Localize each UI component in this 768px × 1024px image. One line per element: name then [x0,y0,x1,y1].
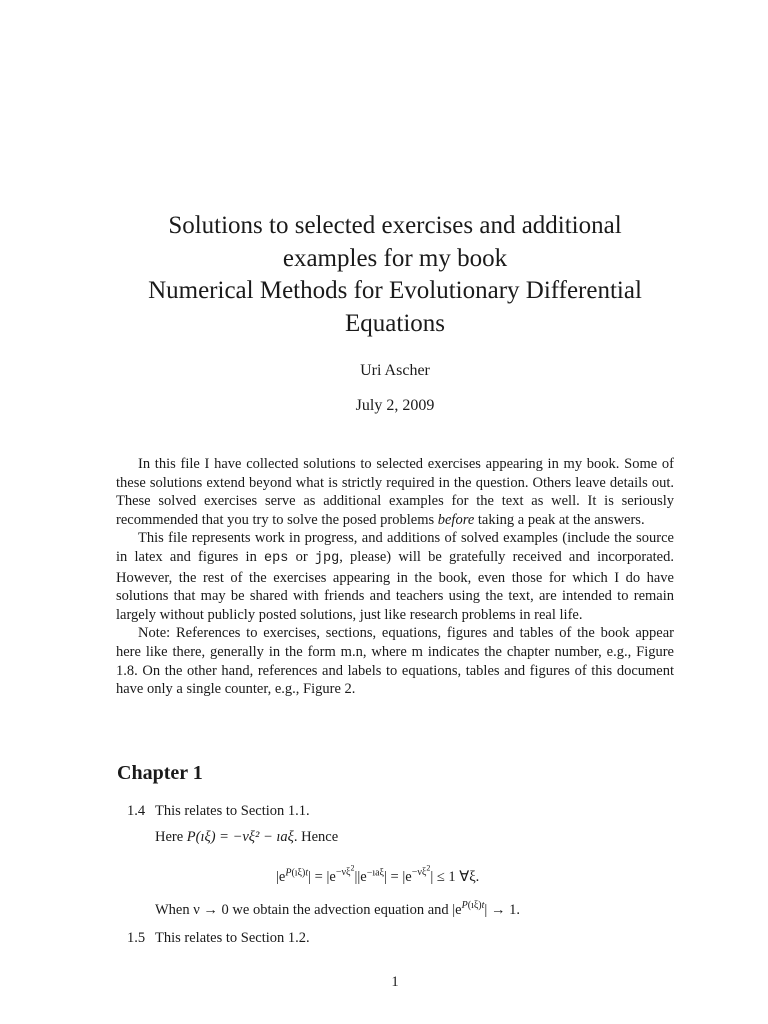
abstract-paragraph: Note: References to exercises, sections, equations, figures and tables of the book appear here like there, generally in the form m.n, where m indicates the chapter number, e.g., Figure 1.8. On the other hand, references and labels to equations, tables and figures of this document have only a single counter, e.g., Figure 2. [116,625,674,698]
author: Uri Ascher [360,362,430,379]
title-line: Numerical Methods for Evolutionary Differential [148,277,642,304]
exercise-item [127,929,310,947]
page-number: 1 [391,974,399,990]
math-expression: P(ıξ) = −νξ² − ıaξ [186,829,294,845]
abstract-paragraph [116,455,674,529]
title-line: Equations [345,309,445,337]
text-run: | → 1. [484,901,520,918]
text-line: When ν → 0 we obtain the advection equation and $|e^{P(ı\xi)t}| \to 1$. [155,900,520,918]
text-run: , please) will be gratefully received and incorporated. However, the rest of the exercises appearing in the book, even those for which I do have solutions that may be shared with friends and teachers using the text, are intended to remain largely without publicly posted solutions, just like research problems in real life. [116,548,674,623]
text-run: taking a peak at the answers. [474,511,645,528]
text-run: . Hence [293,829,339,845]
exercise-number: 1.4 [127,803,146,819]
date: July 2, 2009 [355,397,435,414]
chapter-heading: Chapter 1 [117,762,203,784]
exercise-text: This relates to Section 1.1. [155,803,310,819]
text-run: In this file I have collected solutions to selected exercises appearing in my book. Some of these solutions extend beyond what is strictly required in the question. Others leave details out. These solved exercises serve as additional examples for the text as well. It is seriously recommended that you try to solve the posed problems [116,456,674,528]
text-run: When ν → 0 we obtain the advection equation and |e [155,901,462,918]
math-text: | ≤ 1 ∀ξ. [430,869,480,886]
text-run: This file represents work in progress, and additions of solved examples (include the source in latex and figures in [116,530,674,565]
abstract [116,455,674,699]
emphasis: before [437,511,475,528]
abstract-paragraph [116,529,674,624]
math-text: |e [276,869,286,886]
display-equation: $|e^{P(ı\xi)t}| = |e^{-\nu\xi^2}||e^{-ıa\xi}| = |e^{-\nu\xi^2}| \le 1$ ∀ξ. [276,864,480,886]
text-run: Here [155,829,187,845]
code-text: eps [264,550,289,566]
exercise-item [127,802,310,820]
exercise-number: 1.5 [127,930,146,946]
text-line [155,828,338,846]
title-line: examples for my book [282,244,508,272]
title-line: Solutions to selected exercises and additional [168,212,622,239]
exercise-text: This relates to Section 1.2. [155,930,310,946]
text-run: or [288,548,315,565]
code-text: jpg [314,550,340,566]
document-title [100,210,690,340]
